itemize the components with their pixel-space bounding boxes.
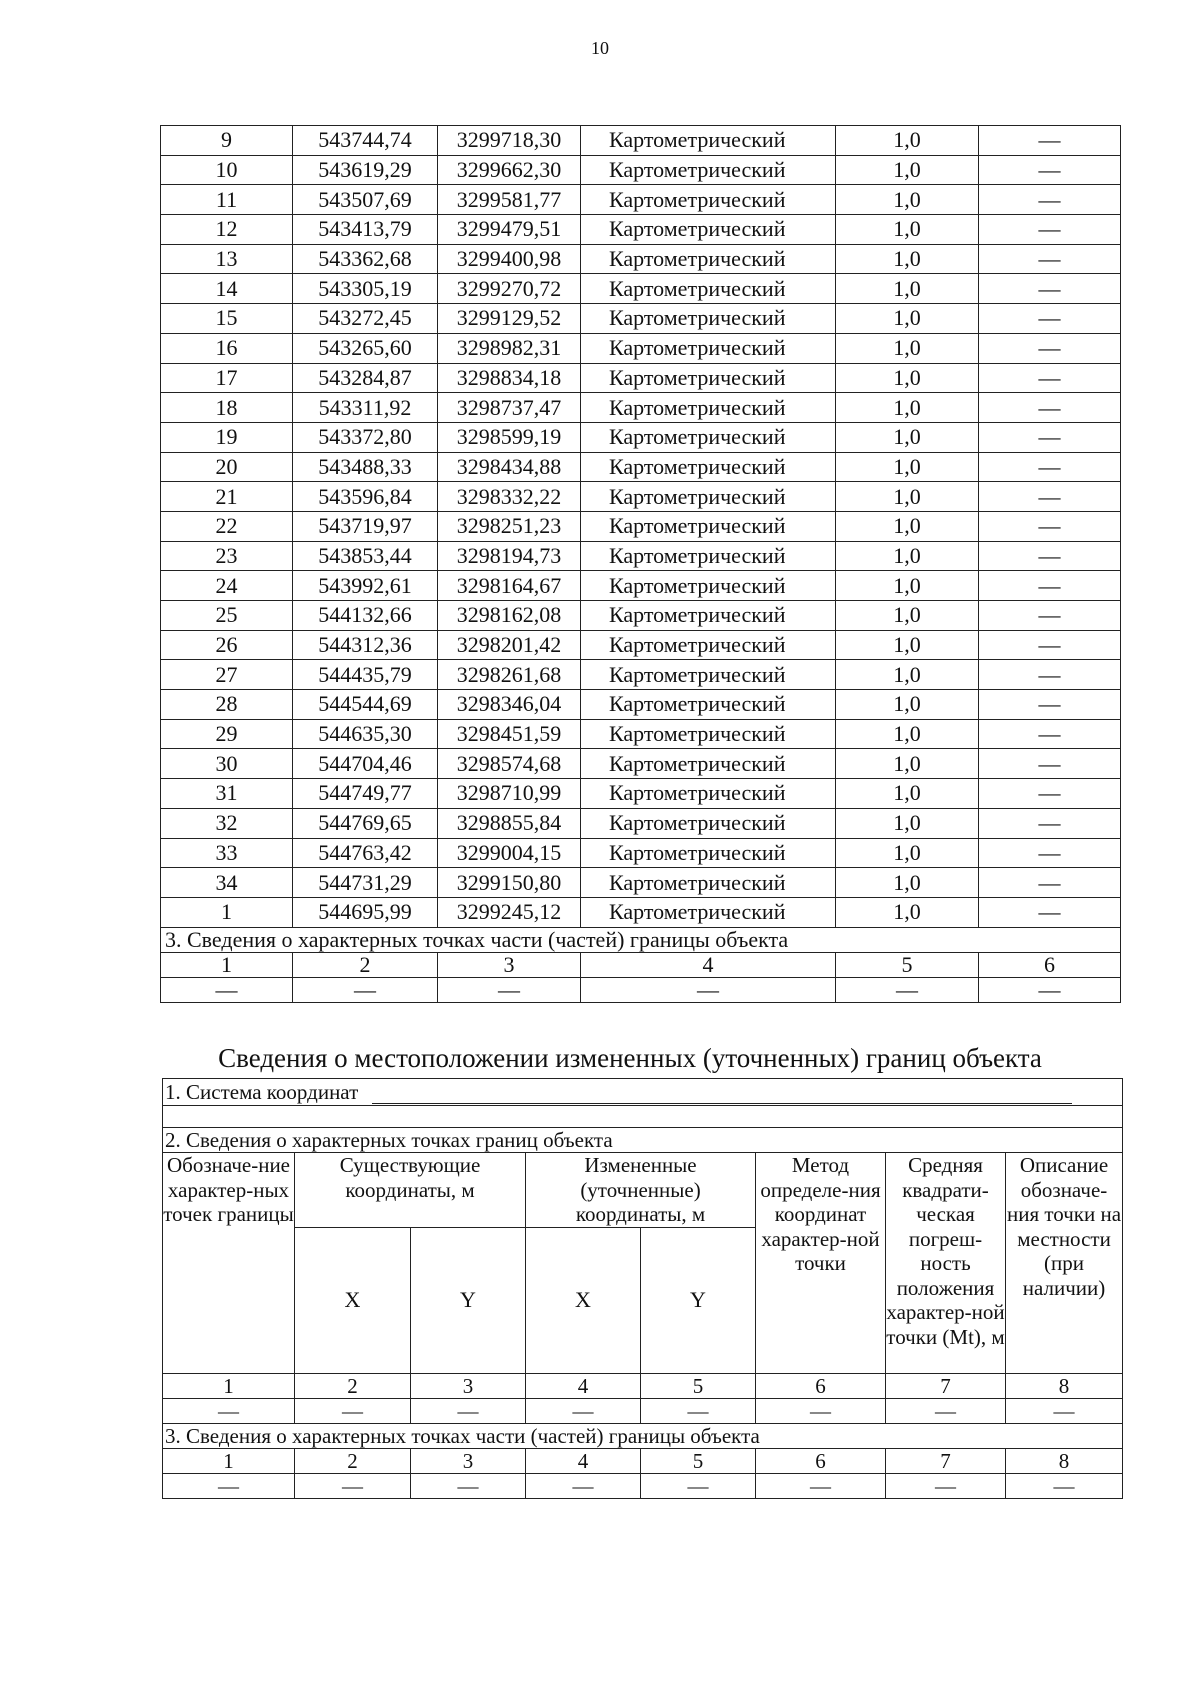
table-cell: 27 bbox=[161, 660, 293, 690]
dash-cell: — bbox=[886, 1473, 1006, 1498]
table-cell: 1,0 bbox=[836, 155, 979, 185]
table-cell: — bbox=[979, 274, 1121, 304]
table-cell: 1,0 bbox=[836, 215, 979, 245]
table-cell: 543619,29 bbox=[293, 155, 438, 185]
table-cell: 1,0 bbox=[836, 838, 979, 868]
table-cell: 3298855,84 bbox=[438, 808, 581, 838]
table-cell: — bbox=[979, 155, 1121, 185]
table-row bbox=[161, 808, 1121, 838]
table-cell: 1,0 bbox=[836, 749, 979, 779]
table-cell: 14 bbox=[161, 274, 293, 304]
table-cell: 1,0 bbox=[836, 541, 979, 571]
table-cell: 3298194,73 bbox=[438, 541, 581, 571]
table-cell: 543596,84 bbox=[293, 482, 438, 512]
dash-cell: — bbox=[1006, 1473, 1123, 1498]
table-row bbox=[161, 274, 1121, 304]
table-cell: 3299479,51 bbox=[438, 215, 581, 245]
table-cell: Картометрический bbox=[581, 422, 836, 452]
table-cell: 21 bbox=[161, 482, 293, 512]
table-cell: 544731,29 bbox=[293, 868, 438, 898]
table-cell: 543362,68 bbox=[293, 244, 438, 274]
dash-cell: — bbox=[411, 1473, 526, 1498]
header-mse: Средняя квадрати-ческая погреш-ность положения характер-ной точки (Mt), м bbox=[886, 1153, 1006, 1374]
table-cell: 544544,69 bbox=[293, 690, 438, 720]
dash-cell: — bbox=[641, 1398, 756, 1423]
table-cell: — bbox=[979, 185, 1121, 215]
table-cell: — bbox=[979, 511, 1121, 541]
coord-system-field bbox=[372, 1085, 1072, 1104]
table-cell: 3299718,30 bbox=[438, 126, 581, 156]
table-cell: 1,0 bbox=[836, 244, 979, 274]
table-row bbox=[161, 363, 1121, 393]
section2-heading: 2. Сведения о характерных точках границ объекта bbox=[163, 1128, 1123, 1153]
dash-cell: — bbox=[979, 977, 1121, 1002]
table-cell: Картометрический bbox=[581, 779, 836, 809]
table-cell: 1,0 bbox=[836, 719, 979, 749]
table-cell: 9 bbox=[161, 126, 293, 156]
table-row bbox=[161, 838, 1121, 868]
table-row bbox=[161, 690, 1121, 720]
column-number: 4 bbox=[526, 1373, 641, 1398]
table-row bbox=[161, 422, 1121, 452]
column-number: 5 bbox=[836, 952, 979, 977]
table-cell: 34 bbox=[161, 868, 293, 898]
table-cell: 22 bbox=[161, 511, 293, 541]
column-number: 3 bbox=[438, 952, 581, 977]
header-existing-y: Y bbox=[411, 1227, 526, 1373]
table-cell: 28 bbox=[161, 690, 293, 720]
column-number: 7 bbox=[886, 1373, 1006, 1398]
table-cell: 544132,66 bbox=[293, 601, 438, 631]
table-cell: 3299129,52 bbox=[438, 304, 581, 334]
table-cell: 544695,99 bbox=[293, 897, 438, 927]
table-cell: 15 bbox=[161, 304, 293, 334]
table-row bbox=[161, 571, 1121, 601]
table-cell: 3299400,98 bbox=[438, 244, 581, 274]
table-cell: 3298332,22 bbox=[438, 482, 581, 512]
table-row bbox=[161, 482, 1121, 512]
table-cell: — bbox=[979, 719, 1121, 749]
table-row bbox=[161, 155, 1121, 185]
dash-cell: — bbox=[1006, 1398, 1123, 1423]
column-number: 3 bbox=[411, 1448, 526, 1473]
dash-cell: — bbox=[438, 977, 581, 1002]
table-cell: 543853,44 bbox=[293, 541, 438, 571]
table-cell: — bbox=[979, 422, 1121, 452]
table-cell: 24 bbox=[161, 571, 293, 601]
column-number: 6 bbox=[756, 1373, 886, 1398]
section3-heading: 3. Сведения о характерных точках части (частей) границы объекта bbox=[161, 927, 1121, 952]
header-changed-x: X bbox=[526, 1227, 641, 1373]
table-cell: 3298164,67 bbox=[438, 571, 581, 601]
dash-cell: — bbox=[411, 1398, 526, 1423]
table-cell: 3298346,04 bbox=[438, 690, 581, 720]
table-cell: — bbox=[979, 215, 1121, 245]
dash-cell: — bbox=[836, 977, 979, 1002]
column-number: 4 bbox=[526, 1448, 641, 1473]
table-cell: Картометрический bbox=[581, 868, 836, 898]
column-number: 2 bbox=[295, 1373, 411, 1398]
page-number: 10 bbox=[591, 38, 609, 58]
table-cell: 31 bbox=[161, 779, 293, 809]
table-cell: Картометрический bbox=[581, 690, 836, 720]
dash-cell: — bbox=[526, 1473, 641, 1498]
table-cell: — bbox=[979, 244, 1121, 274]
table-cell: — bbox=[979, 897, 1121, 927]
table-cell: 543992,61 bbox=[293, 571, 438, 601]
table-cell: 1,0 bbox=[836, 630, 979, 660]
table-cell: 11 bbox=[161, 185, 293, 215]
column-number: 8 bbox=[1006, 1373, 1123, 1398]
column-number: 7 bbox=[886, 1448, 1006, 1473]
table-row bbox=[161, 779, 1121, 809]
table-cell: 543372,80 bbox=[293, 422, 438, 452]
table-cell: 3299245,12 bbox=[438, 897, 581, 927]
table-cell: 23 bbox=[161, 541, 293, 571]
table-cell: 544635,30 bbox=[293, 719, 438, 749]
header-existing-coords: Существующие координаты, м bbox=[295, 1153, 526, 1228]
table-cell: — bbox=[979, 660, 1121, 690]
table-cell: Картометрический bbox=[581, 660, 836, 690]
table-cell: 1,0 bbox=[836, 660, 979, 690]
table-cell: 543311,92 bbox=[293, 393, 438, 423]
column-number: 4 bbox=[581, 952, 836, 977]
table-cell: 3299150,80 bbox=[438, 868, 581, 898]
table-row bbox=[161, 511, 1121, 541]
table-cell: Картометрический bbox=[581, 333, 836, 363]
column-number: 6 bbox=[756, 1448, 886, 1473]
table-cell: — bbox=[979, 601, 1121, 631]
table-cell: 12 bbox=[161, 215, 293, 245]
table-cell: 543488,33 bbox=[293, 452, 438, 482]
table-cell: 3298710,99 bbox=[438, 779, 581, 809]
table-cell: 1,0 bbox=[836, 511, 979, 541]
dash-cell: — bbox=[295, 1473, 411, 1498]
table-cell: Картометрический bbox=[581, 838, 836, 868]
table-cell: 544435,79 bbox=[293, 660, 438, 690]
table-cell: — bbox=[979, 482, 1121, 512]
table-row bbox=[161, 244, 1121, 274]
table-cell: 3298982,31 bbox=[438, 333, 581, 363]
table-cell: 1,0 bbox=[836, 126, 979, 156]
section-title: Сведения о местоположении измененных (уточненных) границ объекта bbox=[218, 1043, 1042, 1073]
table-row bbox=[161, 719, 1121, 749]
table-cell: 3299004,15 bbox=[438, 838, 581, 868]
table-cell: — bbox=[979, 808, 1121, 838]
table-cell: Картометрический bbox=[581, 630, 836, 660]
table-cell: Картометрический bbox=[581, 808, 836, 838]
table-row bbox=[161, 541, 1121, 571]
table-cell: Картометрический bbox=[581, 571, 836, 601]
table-cell: 3298737,47 bbox=[438, 393, 581, 423]
table-cell: 1,0 bbox=[836, 571, 979, 601]
table-cell: 10 bbox=[161, 155, 293, 185]
table-cell: 3298574,68 bbox=[438, 749, 581, 779]
table-cell: 13 bbox=[161, 244, 293, 274]
table-cell: 30 bbox=[161, 749, 293, 779]
dash-cell: — bbox=[641, 1473, 756, 1498]
table-cell: 18 bbox=[161, 393, 293, 423]
table-cell: 1,0 bbox=[836, 779, 979, 809]
header-existing-x: X bbox=[295, 1227, 411, 1373]
table-cell: 25 bbox=[161, 601, 293, 631]
table-cell: 1,0 bbox=[836, 363, 979, 393]
table-cell: — bbox=[979, 333, 1121, 363]
table-cell: — bbox=[979, 749, 1121, 779]
table-cell: 1,0 bbox=[836, 304, 979, 334]
dash-cell: — bbox=[293, 977, 438, 1002]
table-cell: 3298451,59 bbox=[438, 719, 581, 749]
column-number: 1 bbox=[161, 952, 293, 977]
table-cell: — bbox=[979, 571, 1121, 601]
coord-system-label: 1. Система координат bbox=[165, 1080, 359, 1104]
table-cell: — bbox=[979, 363, 1121, 393]
table-cell: 3298834,18 bbox=[438, 363, 581, 393]
table-cell: Картометрический bbox=[581, 126, 836, 156]
table-cell: Картометрический bbox=[581, 155, 836, 185]
table-cell: — bbox=[979, 690, 1121, 720]
table-cell: — bbox=[979, 452, 1121, 482]
column-number: 5 bbox=[641, 1373, 756, 1398]
dash-cell: — bbox=[886, 1398, 1006, 1423]
column-number: 6 bbox=[979, 952, 1121, 977]
table-cell: 1,0 bbox=[836, 274, 979, 304]
changed-boundaries-table bbox=[162, 1078, 1123, 1499]
column-number: 3 bbox=[411, 1373, 526, 1398]
header-method: Метод определе-ния координат характер-ной точки bbox=[756, 1153, 886, 1374]
column-number: 2 bbox=[293, 952, 438, 977]
table-cell: Картометрический bbox=[581, 541, 836, 571]
table-cell: 16 bbox=[161, 333, 293, 363]
table-cell: 3298599,19 bbox=[438, 422, 581, 452]
boundary-points-table bbox=[160, 125, 1121, 1003]
header-designation: Обозначе-ние характер-ных точек границы bbox=[163, 1153, 295, 1374]
table-cell: Картометрический bbox=[581, 393, 836, 423]
table-cell: Картометрический bbox=[581, 511, 836, 541]
table-cell: Картометрический bbox=[581, 897, 836, 927]
table-cell: 26 bbox=[161, 630, 293, 660]
column-number: 8 bbox=[1006, 1448, 1123, 1473]
table-cell: 1,0 bbox=[836, 452, 979, 482]
table-cell: 29 bbox=[161, 719, 293, 749]
table-cell: Картометрический bbox=[581, 363, 836, 393]
dash-cell: — bbox=[163, 1398, 295, 1423]
dash-cell: — bbox=[756, 1473, 886, 1498]
table-cell: 3299581,77 bbox=[438, 185, 581, 215]
column-number: 1 bbox=[163, 1448, 295, 1473]
table-cell: 1,0 bbox=[836, 393, 979, 423]
table-row bbox=[161, 749, 1121, 779]
table-cell: — bbox=[979, 838, 1121, 868]
table-cell: Картометрический bbox=[581, 244, 836, 274]
table-row bbox=[161, 333, 1121, 363]
dash-cell: — bbox=[163, 1473, 295, 1498]
table-cell: 543284,87 bbox=[293, 363, 438, 393]
table-row bbox=[161, 630, 1121, 660]
table-row bbox=[161, 185, 1121, 215]
table-cell: 1 bbox=[161, 897, 293, 927]
table-row bbox=[161, 897, 1121, 927]
table-cell: 544763,42 bbox=[293, 838, 438, 868]
table-cell: 3299662,30 bbox=[438, 155, 581, 185]
table-cell: Картометрический bbox=[581, 749, 836, 779]
table-cell: 543305,19 bbox=[293, 274, 438, 304]
table-cell: Картометрический bbox=[581, 601, 836, 631]
table-cell: — bbox=[979, 541, 1121, 571]
table-cell: 3298201,42 bbox=[438, 630, 581, 660]
table-cell: — bbox=[979, 126, 1121, 156]
dash-cell: — bbox=[756, 1398, 886, 1423]
table-row bbox=[161, 215, 1121, 245]
table-cell: 32 bbox=[161, 808, 293, 838]
header-changed-y: Y bbox=[641, 1227, 756, 1373]
coord-system-row bbox=[163, 1079, 1123, 1106]
table-cell: — bbox=[979, 393, 1121, 423]
table-cell: Картометрический bbox=[581, 719, 836, 749]
table-row bbox=[161, 868, 1121, 898]
table-cell: 544769,65 bbox=[293, 808, 438, 838]
table-cell: 33 bbox=[161, 838, 293, 868]
table-cell: 543265,60 bbox=[293, 333, 438, 363]
header-changed-coords: Измененные (уточненные) координаты, м bbox=[526, 1153, 756, 1228]
dash-cell: — bbox=[581, 977, 836, 1002]
table-cell: — bbox=[979, 779, 1121, 809]
table-row bbox=[161, 304, 1121, 334]
table-cell: 1,0 bbox=[836, 690, 979, 720]
table-cell: 1,0 bbox=[836, 601, 979, 631]
table-cell: 543413,79 bbox=[293, 215, 438, 245]
table-cell: 3299270,72 bbox=[438, 274, 581, 304]
dash-cell: — bbox=[295, 1398, 411, 1423]
column-number: 1 bbox=[163, 1373, 295, 1398]
table-cell: — bbox=[979, 304, 1121, 334]
table-cell: 544312,36 bbox=[293, 630, 438, 660]
table-cell: — bbox=[979, 630, 1121, 660]
table-cell: 1,0 bbox=[836, 185, 979, 215]
table-cell: 17 bbox=[161, 363, 293, 393]
column-number: 2 bbox=[295, 1448, 411, 1473]
table-row bbox=[161, 126, 1121, 156]
table-cell: Картометрический bbox=[581, 274, 836, 304]
table-cell: 19 bbox=[161, 422, 293, 452]
header-description: Описание обозначе-ния точки на местности (при наличии) bbox=[1006, 1153, 1123, 1374]
dash-cell: — bbox=[526, 1398, 641, 1423]
table-cell: 543744,74 bbox=[293, 126, 438, 156]
table-row bbox=[161, 452, 1121, 482]
table-cell: 544704,46 bbox=[293, 749, 438, 779]
table-row bbox=[161, 660, 1121, 690]
table-cell: 3298261,68 bbox=[438, 660, 581, 690]
table-cell: Картометрический bbox=[581, 482, 836, 512]
section3-heading: 3. Сведения о характерных точках части (частей) границы объекта bbox=[163, 1423, 1123, 1448]
table-cell: 1,0 bbox=[836, 868, 979, 898]
table-cell: 1,0 bbox=[836, 333, 979, 363]
table-cell: 3298251,23 bbox=[438, 511, 581, 541]
table-cell: 1,0 bbox=[836, 422, 979, 452]
table-cell: Картометрический bbox=[581, 452, 836, 482]
table-cell: Картометрический bbox=[581, 304, 836, 334]
table-cell: 3298162,08 bbox=[438, 601, 581, 631]
table-cell: 543507,69 bbox=[293, 185, 438, 215]
table-row bbox=[161, 393, 1121, 423]
table-cell: 1,0 bbox=[836, 482, 979, 512]
column-number: 5 bbox=[641, 1448, 756, 1473]
table-cell: 544749,77 bbox=[293, 779, 438, 809]
table-cell: 543272,45 bbox=[293, 304, 438, 334]
empty-row bbox=[163, 1106, 1123, 1128]
table-cell: Картометрический bbox=[581, 185, 836, 215]
table-cell: 3298434,88 bbox=[438, 452, 581, 482]
table-cell: — bbox=[979, 868, 1121, 898]
table-cell: 20 bbox=[161, 452, 293, 482]
table-cell: 543719,97 bbox=[293, 511, 438, 541]
table-cell: Картометрический bbox=[581, 215, 836, 245]
table-cell: 1,0 bbox=[836, 808, 979, 838]
dash-cell: — bbox=[161, 977, 293, 1002]
table-cell: 1,0 bbox=[836, 897, 979, 927]
table-row bbox=[161, 601, 1121, 631]
